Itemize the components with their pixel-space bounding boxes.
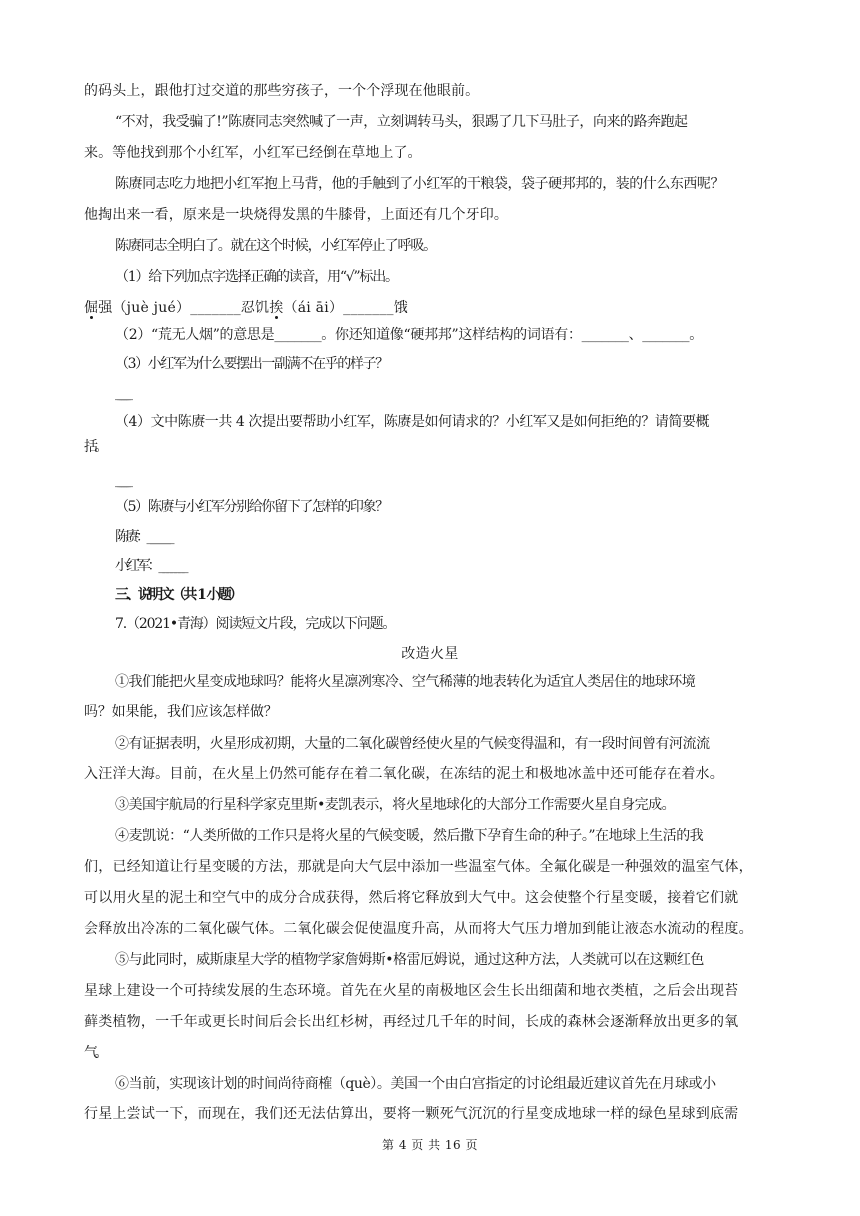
paragraph-line: 入汪洋大海。目前，在火星上仍然可能存在着二氧化碳，在冻结的泥土和极地冰盖中还可能存在着水。 bbox=[84, 766, 724, 782]
paragraph-line: ③美国宇航局的行星科学家克里斯•麦凯表示，将火星地球化的大部分工作需要火星自身完成。 bbox=[115, 797, 676, 813]
question-1-items bbox=[84, 298, 784, 318]
section-heading: 三、说明文（共 1 小题） bbox=[115, 587, 241, 603]
question-2: （2）“荒无人烟”的意思是_______。你还知道像“硬邦邦”这样结构的词语有：_______、_______。 bbox=[115, 327, 703, 343]
paragraph-line: 会释放出冷冻的二氧化碳气体。二氧化碳会促使温度升高，从而将大气压力增加到能让液态水流动的程度。 bbox=[84, 921, 753, 937]
story-line: 的码头上，跟他打过交道的那些穷孩子，一个个浮现在他眼前。 bbox=[84, 83, 480, 99]
paragraph-line: ①我们能把火星变成地球吗？能将火星凛冽寒冷、空气稀薄的地表转化为适宜人类居住的地球环境 bbox=[115, 674, 696, 690]
paragraph-line: ④麦凯说：“人类所做的工作只是将火星的气候变暖，然后撒下孕育生命的种子。”在地球上生活的我 bbox=[115, 828, 704, 844]
question-5: （5）陈赓与小红军分别给你留下了怎样的印象？ bbox=[115, 499, 388, 515]
answer-chen-geng: 陈赓：_______ bbox=[115, 529, 171, 545]
page-number: 第 4 页 共 16 页 bbox=[382, 1138, 478, 1152]
paragraph-line: 气。 bbox=[84, 1045, 105, 1061]
story-line: 陈赓同志全明白了。就在这个时候，小红军停止了呼吸。 bbox=[115, 238, 436, 254]
question-3: （3）小红军为什么要摆出一副满不在乎的样子？ bbox=[115, 356, 388, 372]
paragraph-line: 星球上建设一个可持续发展的生态环境。首先在火星的南极地区会生长出细菌和地衣类植，之后会出现苔 bbox=[84, 983, 739, 999]
paragraph-line: ②有证据表明，火星形成初期，大量的二氧化碳曾经使火星的气候变得温和，有一段时间曾有河流流 bbox=[115, 736, 710, 752]
paragraph-line: 们，已经知道让行星变暖的方法，那就是向大气层中添加一些温室气体。全氟化碳是一种强效的温室气体， bbox=[84, 859, 753, 875]
question-7-intro: 7.（2021•青海）阅读短文片段，完成以下问题。 bbox=[115, 616, 396, 632]
article-title: 改造火星 bbox=[401, 646, 459, 662]
answer-xiao-hongjun: 小红军：_______ bbox=[115, 558, 186, 574]
question-1: （1）给下列加点字选择正确的读音，用“√”标出。 bbox=[115, 269, 398, 285]
story-line: “不对，我受骗了!”陈赓同志突然喊了一声，立刻调转马头，狠踢了几下马肚子，向来的路奔跑起 bbox=[115, 114, 688, 130]
answer-blank: _______ bbox=[115, 472, 128, 488]
question-4: （4）文中陈赓一共 4 次提出要帮助小红军，陈赓是如何请求的？小红军又是如何拒绝的？请简要概 bbox=[115, 414, 710, 430]
paragraph-line: 藓类植物，一千年或更长时间后会长出红杉树，再经过几千年的时间，长成的森林会逐渐释放出更多的氧 bbox=[84, 1014, 739, 1030]
question-1-part: （ái āi）_______饿 bbox=[283, 300, 408, 316]
paragraph-line: 行星上尝试一下，而现在，我们还无法估算出，要将一颗死气沉沉的行星变成地球一样的绿色星球到底需 bbox=[84, 1106, 739, 1122]
paragraph-line: 可以用火星的泥土和空气中的成分合成获得，然后将它释放到大气中。这会使整个行星变暖，接着它们就 bbox=[84, 890, 739, 906]
paragraph-line: 吗？如果能，我们应该怎样做？ bbox=[84, 704, 278, 720]
dotted-char-jue: 倔 bbox=[84, 300, 99, 316]
answer-blank: _______ bbox=[115, 385, 128, 401]
story-line: 来。等他找到那个小红军，小红军已经倒在草地上了。 bbox=[84, 145, 422, 161]
paragraph-line: ⑥当前，实现该计划的时间尚待商榷（què）。美国一个由白宫指定的讨论组最近建议首先在月球或小 bbox=[115, 1076, 716, 1092]
dotted-char-ai: 挨 bbox=[269, 300, 284, 316]
story-line: 他掏出来一看，原来是一块烧得发黑的牛膝骨，上面还有几个牙印。 bbox=[84, 207, 508, 223]
question-1-part: 强（juè jué）_______忍饥 bbox=[98, 300, 270, 316]
story-line: 陈赓同志吃力地把小红军抱上马背，他的手触到了小红军的干粮袋，袋子硬邦邦的，装的什么东西呢？ bbox=[115, 176, 724, 192]
paragraph-line: ⑤与此同时，威斯康星大学的植物学家詹姆斯•格雷厄姆说，通过这种方法，人类就可以在这颗红色 bbox=[115, 952, 704, 968]
question-4-cont: 括。 bbox=[84, 439, 105, 455]
